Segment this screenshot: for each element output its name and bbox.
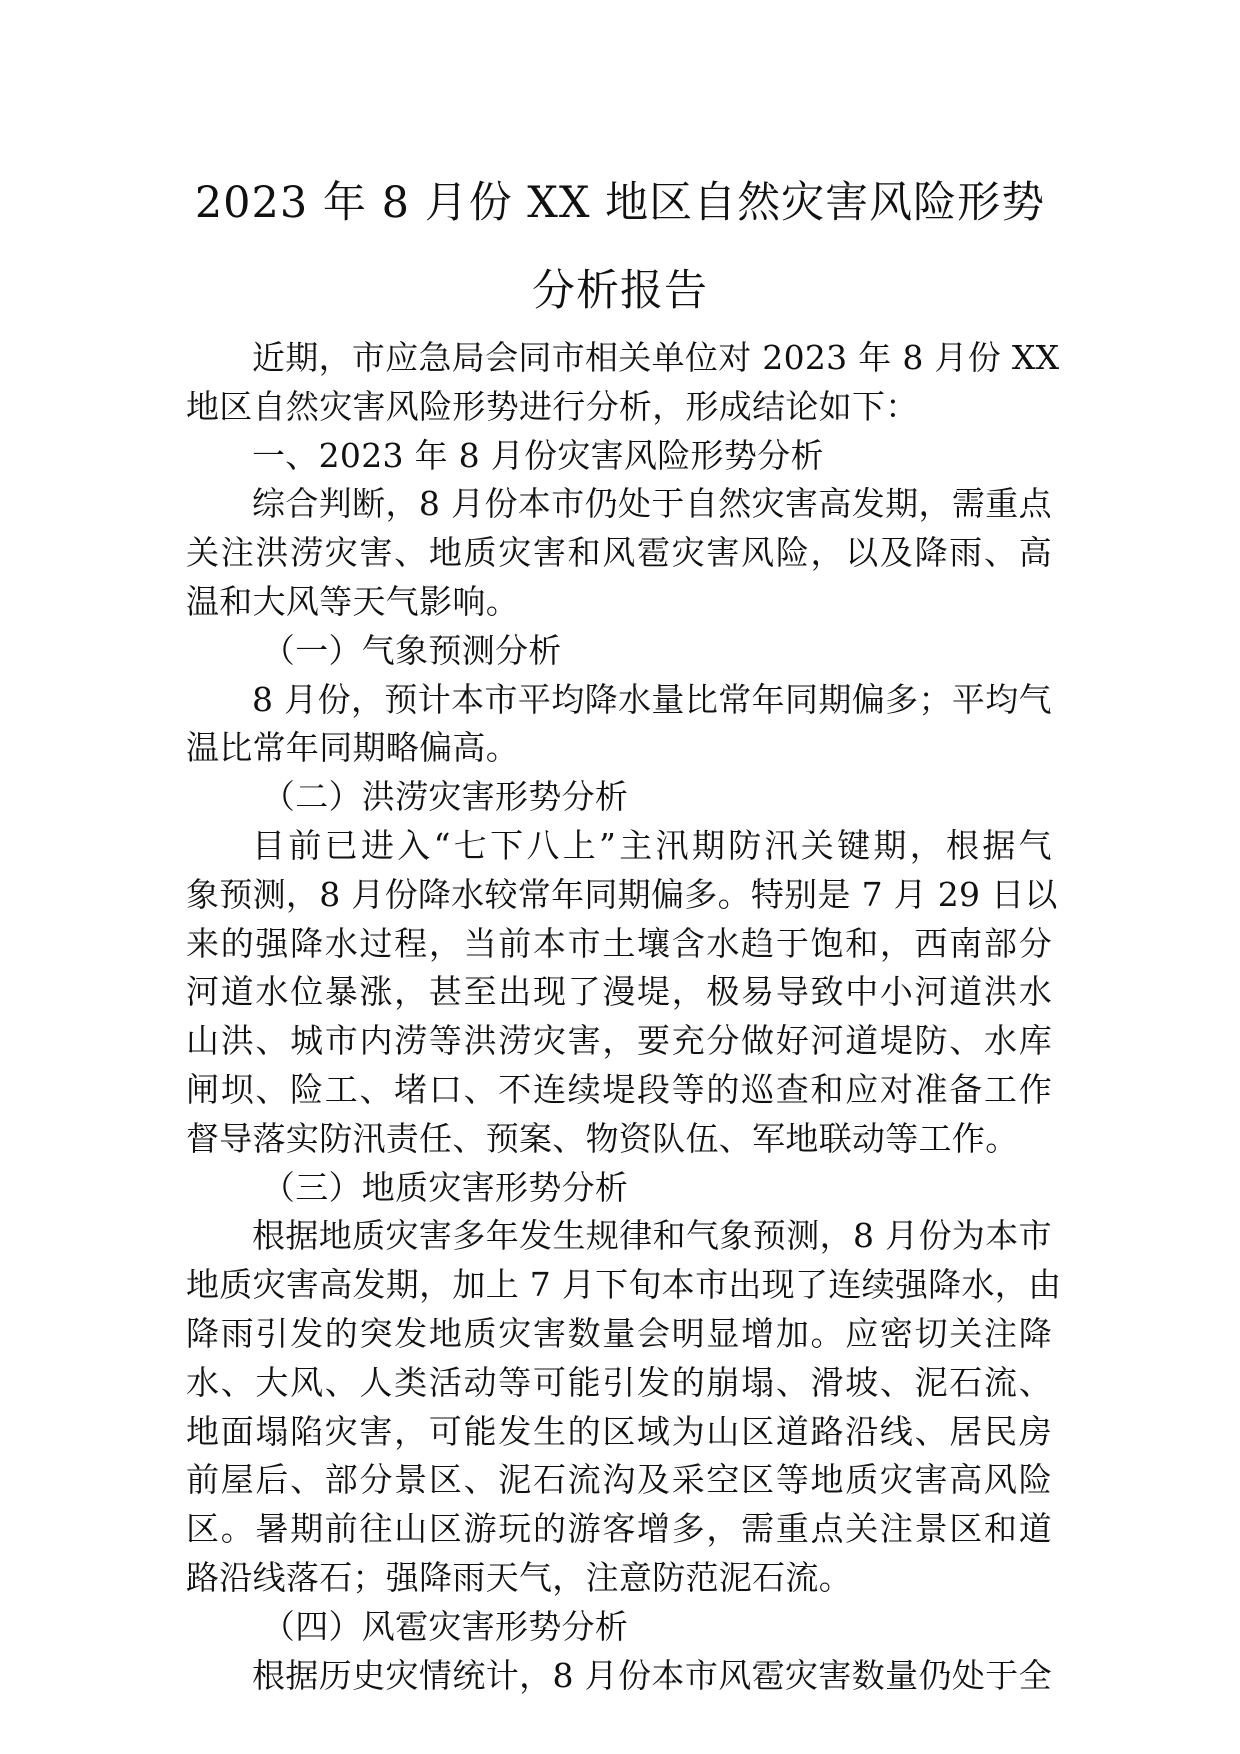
text-line: 地面塌陷灾害，可能发生的区域为山区道路沿线、居民房 [186,1411,1052,1451]
text-line: 根据历史灾情统计，8 月份本市风雹灾害数量仍处于全 [252,1655,1052,1695]
sub4-paragraph [186,1652,1052,1701]
document-title-line-2: 分析报告 [532,266,708,316]
document-body [186,334,1062,1700]
sub-heading-2: （二）洪涝灾害形势分析 [261,777,629,817]
text-line: 综合判断，8 月份本市仍处于自然灾害高发期，需重点 [252,484,1052,524]
text-line: 关注洪涝灾害、地质灾害和风雹灾害风险，以及降雨、高 [186,533,1052,573]
text-line: 前屋后、部分景区、泥石流沟及采空区等地质灾害高风险 [186,1460,1052,1500]
text-line: 来的强降水过程，当前本市土壤含水趋于饱和，西南部分 [186,923,1052,963]
text-line: 地区自然灾害风险形势进行分析，形成结论如下： [186,386,919,426]
text-line: 温比常年同期略偏高。 [186,728,519,768]
document-title-line-1: 2023 年 8 月份 XX 地区自然灾害风险形势 [194,178,1046,228]
text-line: 近期，市应急局会同市相关单位对 2023 年 8 月份 XX [252,338,1060,377]
text-line: 目前已进入“七下八上”主汛期防汛关键期，根据气 [252,825,1052,865]
sub2-paragraph [186,822,1058,1164]
text-line: 8 月份，预计本市平均降水量比常年同期偏多；平均气 [252,679,1052,719]
text-line: 根据地质灾害多年发生规律和气象预测，8 月份为本市 [252,1216,1052,1256]
text-line: 路沿线落石；强降雨天气，注意防范泥石流。 [186,1557,852,1597]
text-line: 山洪、城市内涝等洪涝灾害，要充分做好河道堤防、水库 [186,1021,1052,1061]
text-line: 地质灾害高发期，加上 7 月下旬本市出现了连续强降水，由 [186,1265,1062,1305]
text-line: 督导落实防汛责任、预案、物资队伍、军地联动等工作。 [186,1118,1019,1158]
text-line: 降雨引发的突发地质灾害数量会明显增加。应密切关注降 [186,1313,1052,1353]
text-line: 闸坝、险工、堵口、不连续堤段等的巡查和应对准备工作 [186,1069,1052,1109]
intro-paragraph [186,334,1060,432]
section-heading-1: 一、2023 年 8 月份灾害风险形势分析 [252,435,824,475]
sub1-paragraph [186,676,1052,774]
text-line: 区。暑期前往山区游玩的游客增多，需重点关注景区和道 [186,1509,1052,1549]
sub-heading-3: （三）地质灾害形势分析 [261,1167,629,1207]
text-line: 温和大风等天气影响。 [186,581,519,621]
sub-heading-4: （四）风雹灾害形势分析 [261,1606,629,1646]
section1-paragraph [186,480,1052,626]
sub3-paragraph [186,1212,1062,1602]
sub-heading-1: （一）气象预测分析 [261,630,562,670]
text-line: 河道水位暴涨，甚至出现了漫堤，极易导致中小河道洪水 [186,972,1052,1012]
text-line: 象预测，8 月份降水较常年同期偏多。特别是 7 月 29 日以 [186,874,1058,914]
text-line: 水、大风、人类活动等可能引发的崩塌、滑坡、泥石流、 [186,1362,1052,1402]
